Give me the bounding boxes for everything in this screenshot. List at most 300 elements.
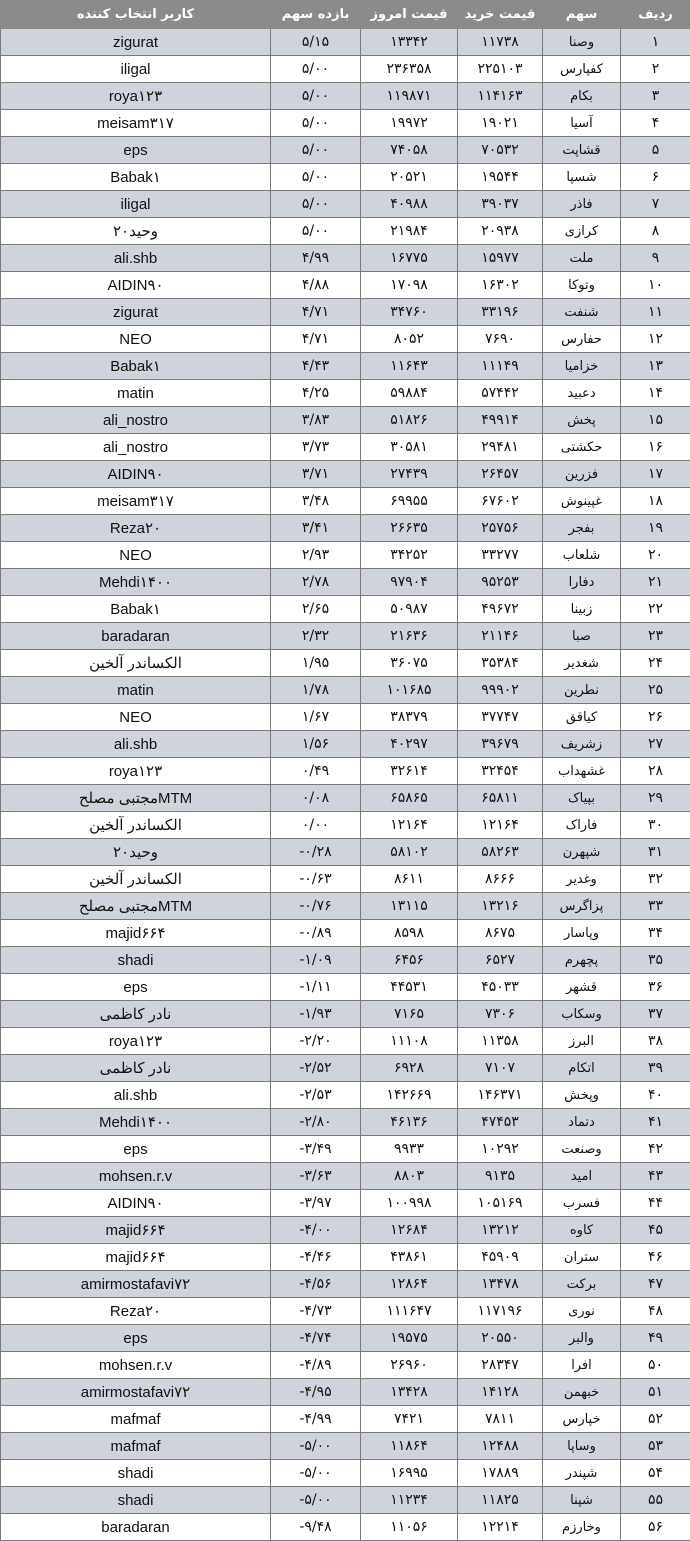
cell-buy-price: ۱۴۱۲۸ xyxy=(458,1379,543,1406)
cell-return: ۵/۰۰ xyxy=(271,56,361,83)
cell-buy-price: ۱۱۸۲۵ xyxy=(458,1487,543,1514)
cell-today-price: ۲۳۶۳۵۸ xyxy=(361,56,458,83)
cell-today-price: ۸۶۱۱ xyxy=(361,866,458,893)
cell-row-number: ۱۹ xyxy=(621,515,690,542)
table-row xyxy=(1,758,690,785)
cell-user: AIDIN۹۰ xyxy=(1,1190,271,1217)
cell-symbol: قشاپت xyxy=(543,137,621,164)
cell-buy-price: ۱۴۶۳۷۱ xyxy=(458,1082,543,1109)
cell-buy-price: ۱۰۲۹۲ xyxy=(458,1136,543,1163)
cell-row-number: ۱۵ xyxy=(621,407,690,434)
cell-return: -۴/۹۵ xyxy=(271,1379,361,1406)
table-row xyxy=(1,245,690,272)
cell-return: -۱/۹۳ xyxy=(271,1001,361,1028)
cell-symbol: ملت xyxy=(543,245,621,272)
cell-symbol: شنفت xyxy=(543,299,621,326)
cell-user: AIDIN۹۰ xyxy=(1,272,271,299)
cell-today-price: ۹۹۳۳ xyxy=(361,1136,458,1163)
cell-row-number: ۸ xyxy=(621,218,690,245)
cell-return: -۳/۶۳ xyxy=(271,1163,361,1190)
cell-today-price: ۱۳۳۴۲ xyxy=(361,29,458,56)
cell-return: -۲/۵۳ xyxy=(271,1082,361,1109)
cell-return: -۰/۸۹ xyxy=(271,920,361,947)
cell-symbol: شغدیر xyxy=(543,650,621,677)
cell-buy-price: ۳۲۴۵۴ xyxy=(458,758,543,785)
cell-user: majid۶۶۴ xyxy=(1,1244,271,1271)
cell-return: -۴/۸۹ xyxy=(271,1352,361,1379)
cell-user: NEO xyxy=(1,704,271,731)
table-row xyxy=(1,731,690,758)
cell-today-price: ۵۰۹۸۷ xyxy=(361,596,458,623)
cell-today-price: ۷۴۰۵۸ xyxy=(361,137,458,164)
cell-buy-price: ۸۶۶۶ xyxy=(458,866,543,893)
cell-return: ۲/۷۸ xyxy=(271,569,361,596)
cell-today-price: ۱۰۰۹۹۸ xyxy=(361,1190,458,1217)
cell-buy-price: ۶۵۲۷ xyxy=(458,947,543,974)
table-row xyxy=(1,272,690,299)
table-row xyxy=(1,1433,690,1460)
cell-today-price: ۸۵۹۸ xyxy=(361,920,458,947)
cell-row-number: ۴۱ xyxy=(621,1109,690,1136)
cell-buy-price: ۲۰۵۵۰ xyxy=(458,1325,543,1352)
cell-user: roya۱۲۳ xyxy=(1,83,271,110)
cell-symbol: اتکام xyxy=(543,1055,621,1082)
cell-buy-price: ۱۳۴۷۸ xyxy=(458,1271,543,1298)
header-today-price: قیمت امروز xyxy=(361,1,458,29)
cell-return: -۵/۰۰ xyxy=(271,1487,361,1514)
cell-symbol: شپندر xyxy=(543,1460,621,1487)
cell-symbol: فاذر xyxy=(543,191,621,218)
table-row xyxy=(1,1244,690,1271)
cell-user: مجتبی مصلحMTM xyxy=(1,785,271,812)
cell-row-number: ۲ xyxy=(621,56,690,83)
cell-today-price: ۱۷۰۹۸ xyxy=(361,272,458,299)
cell-user: mohsen.r.v xyxy=(1,1352,271,1379)
cell-return: -۴/۷۴ xyxy=(271,1325,361,1352)
cell-today-price: ۱۲۱۶۴ xyxy=(361,812,458,839)
cell-user: Reza۲۰ xyxy=(1,1298,271,1325)
cell-return: -۲/۲۰ xyxy=(271,1028,361,1055)
cell-return: -۲/۸۰ xyxy=(271,1109,361,1136)
cell-symbol: پخش xyxy=(543,407,621,434)
cell-today-price: ۱۶۷۷۵ xyxy=(361,245,458,272)
cell-today-price: ۱۳۱۱۵ xyxy=(361,893,458,920)
table-row xyxy=(1,434,690,461)
cell-symbol: غپینوش xyxy=(543,488,621,515)
cell-user: Babak۱ xyxy=(1,353,271,380)
cell-return: ۱/۵۶ xyxy=(271,731,361,758)
cell-row-number: ۱۱ xyxy=(621,299,690,326)
cell-row-number: ۹ xyxy=(621,245,690,272)
cell-symbol: حفارس xyxy=(543,326,621,353)
cell-return: ۴/۴۳ xyxy=(271,353,361,380)
cell-row-number: ۷ xyxy=(621,191,690,218)
table-row xyxy=(1,650,690,677)
cell-return: ۵/۰۰ xyxy=(271,218,361,245)
cell-row-number: ۴۶ xyxy=(621,1244,690,1271)
cell-today-price: ۲۶۹۶۰ xyxy=(361,1352,458,1379)
cell-row-number: ۴۲ xyxy=(621,1136,690,1163)
cell-return: -۴/۰۰ xyxy=(271,1217,361,1244)
cell-symbol: شسپا xyxy=(543,164,621,191)
cell-buy-price: ۷۰۵۳۲ xyxy=(458,137,543,164)
cell-row-number: ۳۵ xyxy=(621,947,690,974)
cell-return: ۱/۶۷ xyxy=(271,704,361,731)
cell-return: -۲/۵۲ xyxy=(271,1055,361,1082)
cell-row-number: ۳۰ xyxy=(621,812,690,839)
cell-user: meisam۳۱۷ xyxy=(1,488,271,515)
cell-buy-price: ۱۹۵۴۴ xyxy=(458,164,543,191)
cell-symbol: صبا xyxy=(543,623,621,650)
cell-today-price: ۲۰۵۲۱ xyxy=(361,164,458,191)
cell-today-price: ۵۹۸۸۴ xyxy=(361,380,458,407)
cell-today-price: ۵۸۱۰۲ xyxy=(361,839,458,866)
cell-symbol: نوری xyxy=(543,1298,621,1325)
cell-today-price: ۱۶۹۹۵ xyxy=(361,1460,458,1487)
table-row xyxy=(1,1217,690,1244)
cell-buy-price: ۱۲۴۸۸ xyxy=(458,1433,543,1460)
cell-row-number: ۵۲ xyxy=(621,1406,690,1433)
cell-row-number: ۵۵ xyxy=(621,1487,690,1514)
cell-symbol: خبهمن xyxy=(543,1379,621,1406)
cell-return: -۱/۱۱ xyxy=(271,974,361,1001)
cell-row-number: ۲۹ xyxy=(621,785,690,812)
table-row xyxy=(1,83,690,110)
cell-user: Babak۱ xyxy=(1,164,271,191)
cell-return: ۵/۰۰ xyxy=(271,164,361,191)
cell-row-number: ۱۰ xyxy=(621,272,690,299)
cell-user: Mehdi۱۴۰۰ xyxy=(1,1109,271,1136)
cell-today-price: ۱۱۰۵۶ xyxy=(361,1514,458,1541)
cell-buy-price: ۱۱۱۴۹ xyxy=(458,353,543,380)
table-row xyxy=(1,785,690,812)
cell-return: ۳/۴۱ xyxy=(271,515,361,542)
cell-symbol: وصنعت xyxy=(543,1136,621,1163)
cell-today-price: ۱۴۲۶۶۹ xyxy=(361,1082,458,1109)
cell-symbol: بکام xyxy=(543,83,621,110)
cell-user: NEO xyxy=(1,542,271,569)
cell-symbol: البرز xyxy=(543,1028,621,1055)
cell-row-number: ۴۸ xyxy=(621,1298,690,1325)
cell-user: amirmostafavi۷۲ xyxy=(1,1271,271,1298)
cell-return: ۳/۸۳ xyxy=(271,407,361,434)
cell-symbol: کفپارس xyxy=(543,56,621,83)
cell-user: eps xyxy=(1,137,271,164)
cell-row-number: ۳۸ xyxy=(621,1028,690,1055)
cell-row-number: ۳۶ xyxy=(621,974,690,1001)
table-row xyxy=(1,110,690,137)
cell-user: majid۶۶۴ xyxy=(1,1217,271,1244)
cell-row-number: ۴۷ xyxy=(621,1271,690,1298)
cell-row-number: ۲۸ xyxy=(621,758,690,785)
cell-return: -۵/۰۰ xyxy=(271,1460,361,1487)
table-row xyxy=(1,893,690,920)
cell-user: matin xyxy=(1,380,271,407)
cell-user: shadi xyxy=(1,947,271,974)
cell-today-price: ۵۱۸۲۶ xyxy=(361,407,458,434)
table-row xyxy=(1,56,690,83)
cell-user: Mehdi۱۴۰۰ xyxy=(1,569,271,596)
cell-today-price: ۲۱۹۸۴ xyxy=(361,218,458,245)
cell-symbol: برکت xyxy=(543,1271,621,1298)
cell-today-price: ۱۹۹۷۲ xyxy=(361,110,458,137)
table-body xyxy=(1,29,690,1541)
cell-today-price: ۳۰۵۸۱ xyxy=(361,434,458,461)
table-row xyxy=(1,461,690,488)
table-row xyxy=(1,1055,690,1082)
cell-symbol: کاوه xyxy=(543,1217,621,1244)
table-row xyxy=(1,488,690,515)
cell-row-number: ۱۴ xyxy=(621,380,690,407)
table-row xyxy=(1,380,690,407)
table-row xyxy=(1,542,690,569)
table-header xyxy=(1,1,690,29)
table-row xyxy=(1,1379,690,1406)
cell-symbol: بپیاک xyxy=(543,785,621,812)
cell-return: ۵/۰۰ xyxy=(271,191,361,218)
cell-user: meisam۳۱۷ xyxy=(1,110,271,137)
cell-symbol: فسرب xyxy=(543,1190,621,1217)
cell-today-price: ۱۱۶۴۳ xyxy=(361,353,458,380)
cell-return: ۵/۰۰ xyxy=(271,110,361,137)
cell-symbol: وخارزم xyxy=(543,1514,621,1541)
cell-buy-price: ۱۰۵۱۶۹ xyxy=(458,1190,543,1217)
cell-row-number: ۴۵ xyxy=(621,1217,690,1244)
cell-return: ۴/۹۹ xyxy=(271,245,361,272)
cell-symbol: دتماد xyxy=(543,1109,621,1136)
cell-user: baradaran xyxy=(1,623,271,650)
cell-symbol: ستران xyxy=(543,1244,621,1271)
table-row xyxy=(1,1298,690,1325)
cell-symbol: غشهداب xyxy=(543,758,621,785)
cell-user: majid۶۶۴ xyxy=(1,920,271,947)
table-row xyxy=(1,164,690,191)
table-row xyxy=(1,596,690,623)
table-row xyxy=(1,866,690,893)
table-row xyxy=(1,1271,690,1298)
cell-today-price: ۸۸۰۳ xyxy=(361,1163,458,1190)
table-row xyxy=(1,677,690,704)
table-row xyxy=(1,1325,690,1352)
cell-buy-price: ۶۵۸۱۱ xyxy=(458,785,543,812)
cell-buy-price: ۲۱۱۴۶ xyxy=(458,623,543,650)
cell-row-number: ۱۶ xyxy=(621,434,690,461)
cell-symbol: شلعاب xyxy=(543,542,621,569)
cell-row-number: ۲۳ xyxy=(621,623,690,650)
header-row-number: ردیف xyxy=(621,1,690,29)
table-row xyxy=(1,191,690,218)
cell-user: eps xyxy=(1,1325,271,1352)
cell-buy-price: ۴۵۰۳۳ xyxy=(458,974,543,1001)
cell-row-number: ۳۳ xyxy=(621,893,690,920)
cell-user: amirmostafavi۷۲ xyxy=(1,1379,271,1406)
cell-today-price: ۳۴۷۶۰ xyxy=(361,299,458,326)
cell-today-price: ۶۹۹۵۵ xyxy=(361,488,458,515)
cell-return: ۰/۰۰ xyxy=(271,812,361,839)
cell-user: mohsen.r.v xyxy=(1,1163,271,1190)
cell-row-number: ۵۰ xyxy=(621,1352,690,1379)
cell-row-number: ۵۴ xyxy=(621,1460,690,1487)
cell-return: -۳/۹۷ xyxy=(271,1190,361,1217)
cell-user: iligal xyxy=(1,191,271,218)
cell-user: الکساندر آلخین xyxy=(1,650,271,677)
table-row xyxy=(1,920,690,947)
cell-row-number: ۴۴ xyxy=(621,1190,690,1217)
cell-today-price: ۷۱۶۵ xyxy=(361,1001,458,1028)
table-row xyxy=(1,1460,690,1487)
cell-return: ۳/۷۱ xyxy=(271,461,361,488)
cell-buy-price: ۱۱۴۱۶۳ xyxy=(458,83,543,110)
cell-today-price: ۱۱۱۶۴۷ xyxy=(361,1298,458,1325)
cell-buy-price: ۷۸۱۱ xyxy=(458,1406,543,1433)
cell-buy-price: ۳۵۳۸۴ xyxy=(458,650,543,677)
cell-row-number: ۴۰ xyxy=(621,1082,690,1109)
cell-return: ۲/۹۳ xyxy=(271,542,361,569)
cell-today-price: ۱۳۴۲۸ xyxy=(361,1379,458,1406)
cell-buy-price: ۷۳۰۶ xyxy=(458,1001,543,1028)
cell-today-price: ۴۰۲۹۷ xyxy=(361,731,458,758)
cell-return: -۴/۵۶ xyxy=(271,1271,361,1298)
cell-return: -۰/۷۶ xyxy=(271,893,361,920)
table-row xyxy=(1,1082,690,1109)
cell-user: shadi xyxy=(1,1487,271,1514)
header-user: کاربر انتخاب کننده xyxy=(1,1,271,29)
cell-symbol: پزاگرس xyxy=(543,893,621,920)
cell-return: ۲/۶۵ xyxy=(271,596,361,623)
cell-return: ۵/۱۵ xyxy=(271,29,361,56)
cell-buy-price: ۳۷۷۴۷ xyxy=(458,704,543,731)
cell-return: ۴/۷۱ xyxy=(271,299,361,326)
cell-buy-price: ۴۹۹۱۴ xyxy=(458,407,543,434)
table-row xyxy=(1,974,690,1001)
table-row xyxy=(1,1028,690,1055)
cell-row-number: ۳ xyxy=(621,83,690,110)
cell-user: Reza۲۰ xyxy=(1,515,271,542)
cell-buy-price: ۳۹۶۷۹ xyxy=(458,731,543,758)
cell-user: iligal xyxy=(1,56,271,83)
cell-return: -۴/۷۳ xyxy=(271,1298,361,1325)
table-row xyxy=(1,1514,690,1541)
cell-user: NEO xyxy=(1,326,271,353)
cell-today-price: ۴۰۹۸۸ xyxy=(361,191,458,218)
cell-symbol: شپنا xyxy=(543,1487,621,1514)
cell-today-price: ۳۲۶۱۴ xyxy=(361,758,458,785)
cell-row-number: ۲۵ xyxy=(621,677,690,704)
cell-user: roya۱۲۳ xyxy=(1,758,271,785)
cell-buy-price: ۵۸۲۶۳ xyxy=(458,839,543,866)
cell-buy-price: ۲۵۷۵۶ xyxy=(458,515,543,542)
table-row xyxy=(1,1190,690,1217)
cell-today-price: ۳۴۲۵۲ xyxy=(361,542,458,569)
cell-row-number: ۳۲ xyxy=(621,866,690,893)
cell-user: نادر کاظمی xyxy=(1,1055,271,1082)
cell-user: shadi xyxy=(1,1460,271,1487)
cell-user: نادر کاظمی xyxy=(1,1001,271,1028)
cell-buy-price: ۱۱۳۵۸ xyxy=(458,1028,543,1055)
cell-return: ۴/۲۵ xyxy=(271,380,361,407)
table-row xyxy=(1,1163,690,1190)
cell-return: ۵/۰۰ xyxy=(271,83,361,110)
cell-user: الکساندر آلخین xyxy=(1,812,271,839)
cell-symbol: وسکاب xyxy=(543,1001,621,1028)
table-row xyxy=(1,812,690,839)
cell-symbol: دعبید xyxy=(543,380,621,407)
cell-today-price: ۶۴۵۶ xyxy=(361,947,458,974)
cell-today-price: ۷۴۲۱ xyxy=(361,1406,458,1433)
cell-row-number: ۳۱ xyxy=(621,839,690,866)
cell-return: ۵/۰۰ xyxy=(271,137,361,164)
cell-buy-price: ۲۶۴۵۷ xyxy=(458,461,543,488)
cell-today-price: ۱۲۸۶۴ xyxy=(361,1271,458,1298)
cell-buy-price: ۵۷۴۴۲ xyxy=(458,380,543,407)
cell-user: Babak۱ xyxy=(1,596,271,623)
cell-symbol: نطرین xyxy=(543,677,621,704)
cell-symbol: وتوکا xyxy=(543,272,621,299)
cell-user: ali.shb xyxy=(1,1082,271,1109)
cell-buy-price: ۳۳۲۷۷ xyxy=(458,542,543,569)
header-return: بازده سهم xyxy=(271,1,361,29)
cell-buy-price: ۲۹۴۸۱ xyxy=(458,434,543,461)
cell-symbol: فاراک xyxy=(543,812,621,839)
cell-symbol: خزامیا xyxy=(543,353,621,380)
cell-buy-price: ۴۵۹۰۹ xyxy=(458,1244,543,1271)
cell-row-number: ۳۷ xyxy=(621,1001,690,1028)
table-row xyxy=(1,137,690,164)
cell-buy-price: ۷۱۰۷ xyxy=(458,1055,543,1082)
header-buy-price: قیمت خرید xyxy=(458,1,543,29)
cell-buy-price: ۱۲۱۶۴ xyxy=(458,812,543,839)
cell-return: -۱/۰۹ xyxy=(271,947,361,974)
cell-row-number: ۲۷ xyxy=(621,731,690,758)
cell-user: الکساندر آلخین xyxy=(1,866,271,893)
cell-symbol: زبینا xyxy=(543,596,621,623)
cell-row-number: ۲۲ xyxy=(621,596,690,623)
cell-return: -۴/۹۹ xyxy=(271,1406,361,1433)
cell-return: -۰/۲۸ xyxy=(271,839,361,866)
cell-today-price: ۲۶۶۳۵ xyxy=(361,515,458,542)
cell-today-price: ۲۱۶۳۶ xyxy=(361,623,458,650)
cell-buy-price: ۹۹۹۰۲ xyxy=(458,677,543,704)
table-row xyxy=(1,1136,690,1163)
cell-symbol: والبر xyxy=(543,1325,621,1352)
cell-user: roya۱۲۳ xyxy=(1,1028,271,1055)
header-row xyxy=(1,1,690,29)
cell-buy-price: ۱۶۳۰۲ xyxy=(458,272,543,299)
cell-symbol: افرا xyxy=(543,1352,621,1379)
cell-symbol: وصنا xyxy=(543,29,621,56)
table-row xyxy=(1,1406,690,1433)
cell-buy-price: ۱۷۸۸۹ xyxy=(458,1460,543,1487)
cell-buy-price: ۱۱۷۳۸ xyxy=(458,29,543,56)
cell-symbol: وساپا xyxy=(543,1433,621,1460)
cell-today-price: ۹۷۹۰۴ xyxy=(361,569,458,596)
table-row xyxy=(1,407,690,434)
cell-buy-price: ۱۲۲۱۴ xyxy=(458,1514,543,1541)
cell-user: AIDIN۹۰ xyxy=(1,461,271,488)
cell-user: eps xyxy=(1,974,271,1001)
cell-symbol: پچهرم xyxy=(543,947,621,974)
cell-today-price: ۴۳۸۶۱ xyxy=(361,1244,458,1271)
cell-return: ۱/۷۸ xyxy=(271,677,361,704)
cell-buy-price: ۱۳۲۱۶ xyxy=(458,893,543,920)
cell-symbol: خپارس xyxy=(543,1406,621,1433)
cell-buy-price: ۹۵۲۵۳ xyxy=(458,569,543,596)
table-row xyxy=(1,623,690,650)
table-row xyxy=(1,1109,690,1136)
cell-user: مجتبی مصلحMTM xyxy=(1,893,271,920)
cell-today-price: ۱۲۶۸۴ xyxy=(361,1217,458,1244)
cell-symbol: فزرین xyxy=(543,461,621,488)
